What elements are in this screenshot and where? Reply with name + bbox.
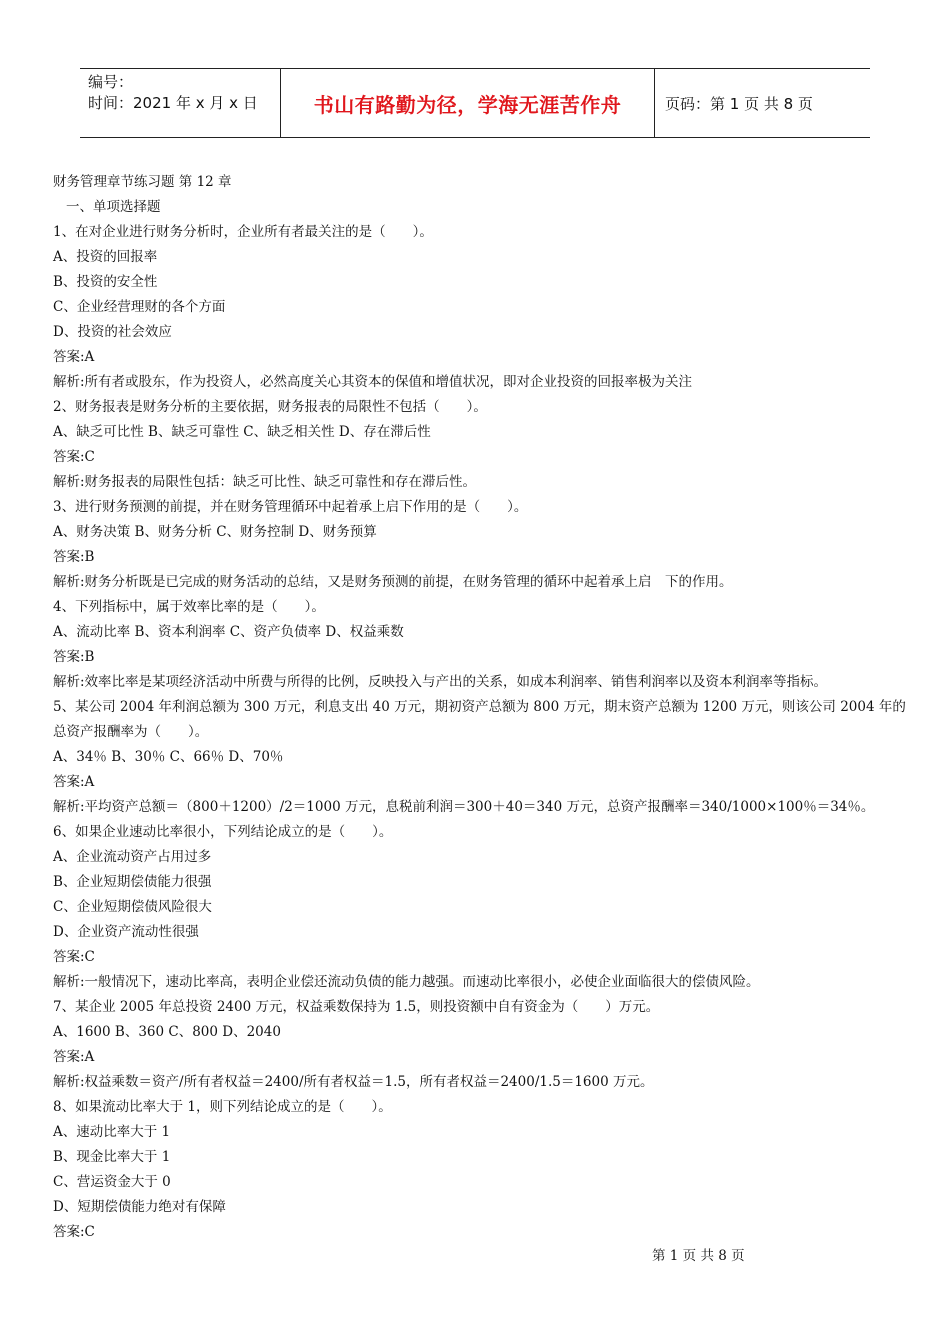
text-line: 6、如果企业速动比率很小，下列结论成立的是（ ）。 (53, 824, 393, 840)
text-line: C、营运资金大于 0 (53, 1174, 171, 1190)
text-line: 4、下列指标中，属于效率比率的是（ ）。 (53, 599, 325, 615)
text-line: 5、某公司 2004 年利润总额为 300 万元，利息支出 40 万元，期初资产总额为 800 万元，期末资产总额为 1200 万元，则该公司 2004 年的总资产报酬率为（ ）。 (53, 699, 906, 740)
section-heading: 一、单项选择题 (66, 199, 161, 215)
text-line: 7、某企业 2005 年总投资 2400 万元，权益乘数保持为 1.5，则投资额中自有资金为（ ）万元。 (53, 999, 660, 1015)
text-line: 答案:C (53, 1224, 95, 1240)
header-motto-cell (281, 69, 655, 137)
text-line: 3、进行财务预测的前提，并在财务管理循环中起着承上启下作用的是（ ）。 (53, 499, 528, 515)
text-line: A、34％ B、30％ C、66％ D、70％ (53, 749, 284, 765)
motto-text: 书山有路勤为径，学海无涯苦作舟 (313, 92, 622, 117)
number-label: 编号： (88, 73, 134, 91)
text-line: A、企业流动资产占用过多 (53, 849, 212, 865)
text-line: A、速动比率大于 1 (53, 1124, 171, 1140)
text-line: 答案:B (53, 649, 95, 665)
text-line: B、投资的安全性 (53, 274, 158, 290)
text-line: 2、财务报表是财务分析的主要依据，财务报表的局限性不包括（ ）。 (53, 399, 487, 415)
text-line: C、企业短期偿债风险很大 (53, 899, 212, 915)
text-line: 解析:所有者或股东，作为投资人，必然高度关心其资本的保值和增值状况，即对企业投资的回报率极为关注 (53, 374, 693, 390)
text-line: 答案:C (53, 949, 95, 965)
text-line: 答案:A (53, 774, 95, 790)
text-line: 解析:效率比率是某项经济活动中所费与所得的比例，反映投入与产出的关系，如成本利润率、销售利润率以及资本利润率等指标。 (53, 674, 828, 690)
text-line: D、投资的社会效应 (53, 324, 172, 340)
header-info-cell (80, 69, 281, 137)
text-line: 答案:C (53, 449, 95, 465)
time-label: 时间：2021 年 x 月 x 日 (88, 94, 258, 112)
text-line: 答案:B (53, 549, 95, 565)
text-line: D、企业资产流动性很强 (53, 924, 199, 940)
document-body (53, 170, 913, 1245)
text-line: 1、在对企业进行财务分析时，企业所有者最关注的是（ ）。 (53, 224, 433, 240)
text-line: 8、如果流动比率大于 1，则下列结论成立的是（ ）。 (53, 1099, 392, 1115)
text-line: 答案:A (53, 349, 95, 365)
page-footer: 第 1 页 共 8 页 (652, 1248, 745, 1264)
text-line: 解析:平均资产总额＝（800＋1200）/2＝1000 万元，息税前利润＝300＋40＝340 万元，总资产报酬率＝340/1000×100％＝34％。 (53, 799, 875, 815)
text-line: 解析:财务报表的局限性包括：缺乏可比性、缺乏可靠性和存在滞后性。 (53, 474, 477, 490)
page-info: 页码：第 1 页 共 8 页 (665, 94, 813, 113)
text-line: A、流动比率 B、资本利润率 C、资产负债率 D、权益乘数 (53, 624, 404, 640)
doc-title: 财务管理章节练习题 第 12 章 (53, 174, 232, 190)
text-line: 答案:A (53, 1049, 95, 1065)
header-page-cell (655, 69, 870, 137)
text-line: B、现金比率大于 1 (53, 1149, 171, 1165)
text-line: C、企业经营理财的各个方面 (53, 299, 226, 315)
text-line: D、短期偿债能力绝对有保障 (53, 1199, 226, 1215)
text-line: A、缺乏可比性 B、缺乏可靠性 C、缺乏相关性 D、存在滞后性 (53, 424, 431, 440)
header-table (80, 68, 870, 138)
text-line: A、财务决策 B、财务分析 C、财务控制 D、财务预算 (53, 524, 377, 540)
text-line: B、企业短期偿债能力很强 (53, 874, 212, 890)
text-line: A、投资的回报率 (53, 249, 158, 265)
text-line: 解析:一般情况下，速动比率高，表明企业偿还流动负债的能力越强。而速动比率很小，必使企业面临很大的偿债风险。 (53, 974, 760, 990)
text-line: 解析:财务分析既是已完成的财务活动的总结，又是财务预测的前提，在财务管理的循环中起着承上启 下的作用。 (53, 574, 733, 590)
text-line: 解析:权益乘数＝资产/所有者权益＝2400/所有者权益＝1.5，所有者权益＝2400/1.5＝1600 万元。 (53, 1074, 654, 1090)
text-line: A、1600 B、360 C、800 D、2040 (53, 1024, 281, 1040)
